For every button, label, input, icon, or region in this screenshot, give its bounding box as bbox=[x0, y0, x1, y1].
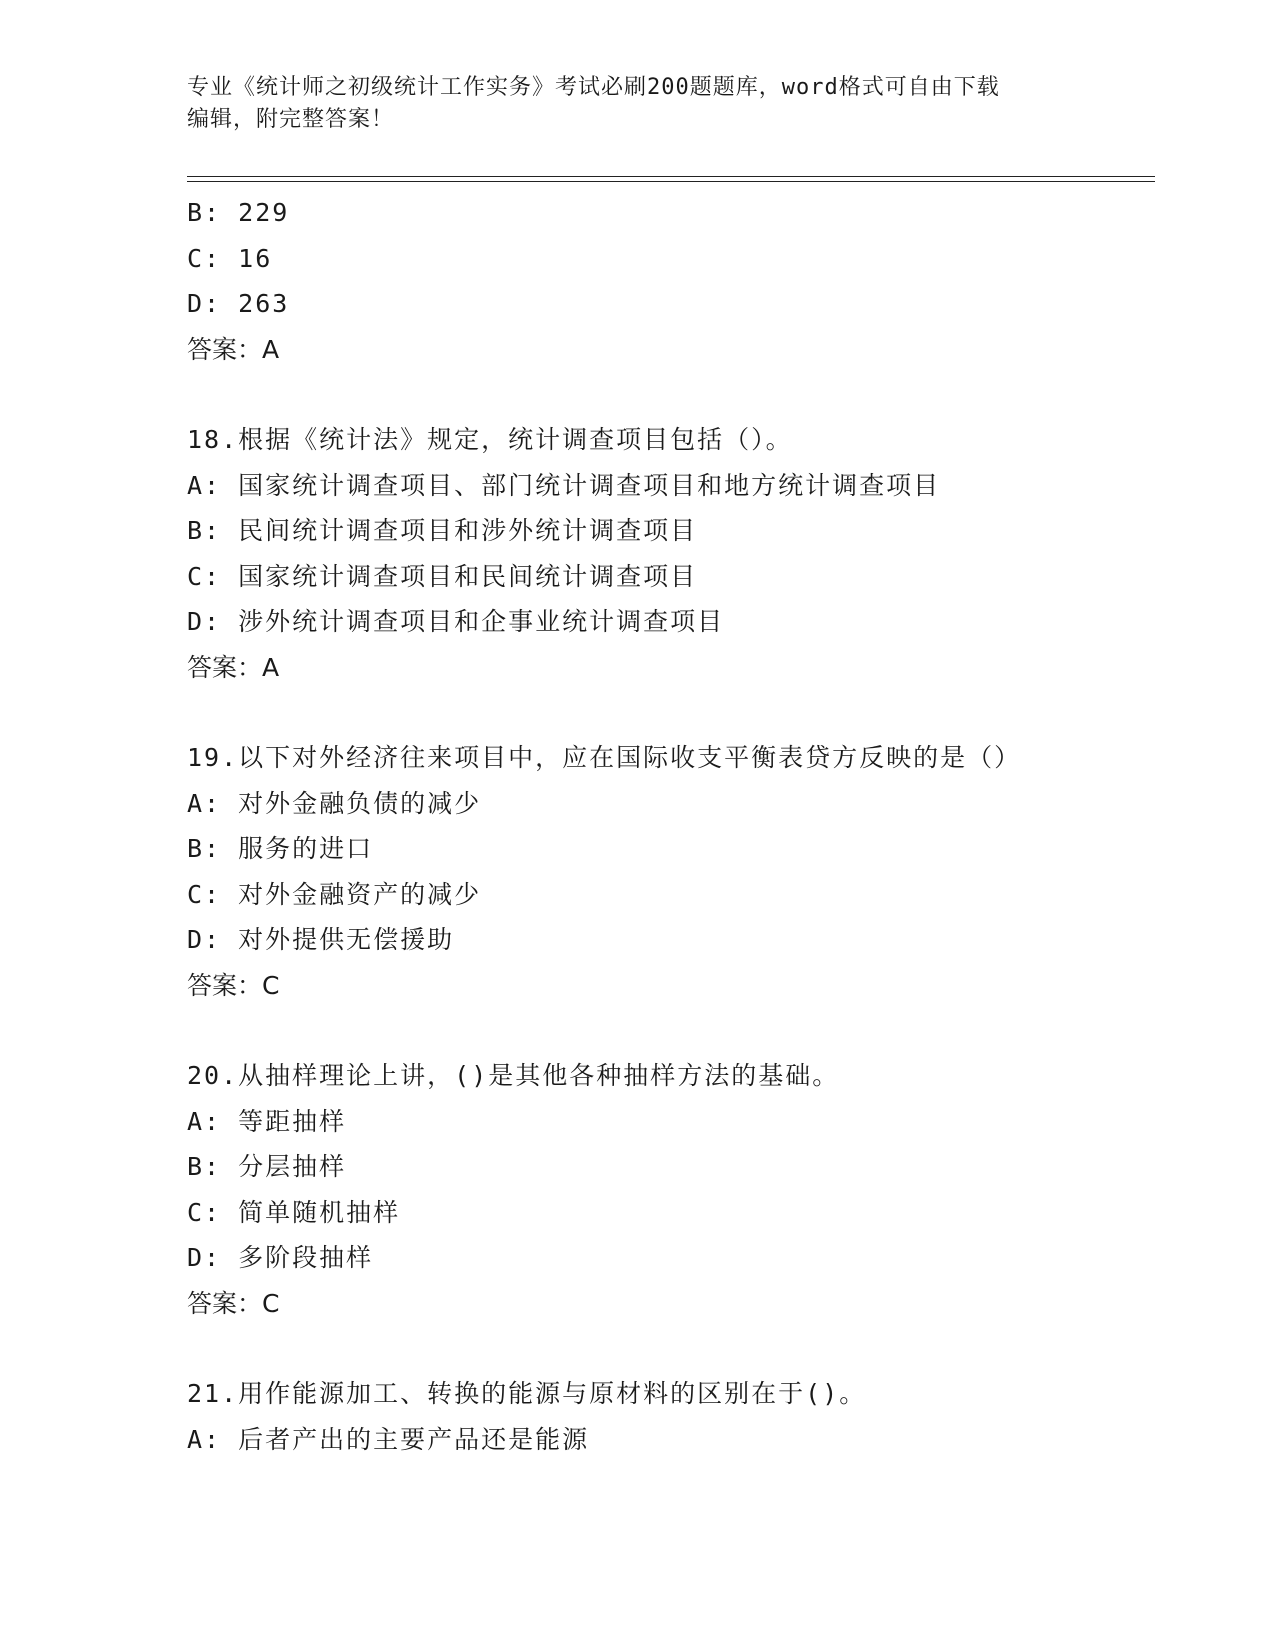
option-a: A: 后者产出的主要产品还是能源 bbox=[187, 1424, 590, 1454]
question-20 bbox=[187, 1053, 1147, 1326]
option-c: C: 简单随机抽样 bbox=[187, 1197, 401, 1227]
option-c: C: 16 bbox=[187, 243, 273, 273]
header-divider-bottom bbox=[187, 181, 1155, 182]
question-stem: 19.以下对外经济往来项目中，应在国际收支平衡表贷方反映的是（） bbox=[187, 743, 1022, 772]
question-18 bbox=[187, 417, 1147, 690]
option-b: B: 229 bbox=[187, 198, 290, 227]
question-19 bbox=[187, 735, 1147, 1008]
answer-line: 答案：A bbox=[187, 652, 280, 682]
document-header bbox=[187, 72, 1087, 136]
option-d: D: 263 bbox=[187, 289, 290, 318]
option-a: A: 国家统计调查项目、部门统计调查项目和地方统计调查项目 bbox=[187, 470, 941, 500]
option-b: B: 分层抽样 bbox=[187, 1152, 347, 1181]
option-c: C: 国家统计调查项目和民间统计调查项目 bbox=[187, 561, 698, 591]
option-a: A: 等距抽样 bbox=[187, 1106, 347, 1136]
question-21 bbox=[187, 1371, 1147, 1462]
answer-line: 答案：C bbox=[187, 970, 280, 1000]
option-d: D: 多阶段抽样 bbox=[187, 1243, 374, 1272]
question-stem: 18.根据《统计法》规定，统计调查项目包括（）。 bbox=[187, 425, 793, 454]
option-a: A: 对外金融负债的减少 bbox=[187, 788, 482, 818]
question-list bbox=[187, 190, 1147, 1462]
answer-line: 答案：A bbox=[187, 334, 280, 364]
option-c: C: 对外金融资产的减少 bbox=[187, 879, 482, 909]
option-b: B: 服务的进口 bbox=[187, 834, 374, 863]
option-b: B: 民间统计调查项目和涉外统计调查项目 bbox=[187, 516, 698, 545]
header-line-2: 编辑，附完整答案！ bbox=[187, 107, 395, 132]
header-line-1: 专业《统计师之初级统计工作实务》考试必刷200题题库，word格式可自由下载 bbox=[187, 75, 1000, 100]
answer-line: 答案：C bbox=[187, 1288, 280, 1318]
header-divider-top bbox=[187, 176, 1155, 177]
option-d: D: 涉外统计调查项目和企事业统计调查项目 bbox=[187, 607, 725, 636]
question-stem: 21.用作能源加工、转换的能源与原材料的区别在于()。 bbox=[187, 1379, 867, 1408]
question-17-continued bbox=[187, 190, 1147, 372]
option-d: D: 对外提供无偿援助 bbox=[187, 925, 455, 954]
question-stem: 20.从抽样理论上讲，()是其他各种抽样方法的基础。 bbox=[187, 1061, 840, 1090]
